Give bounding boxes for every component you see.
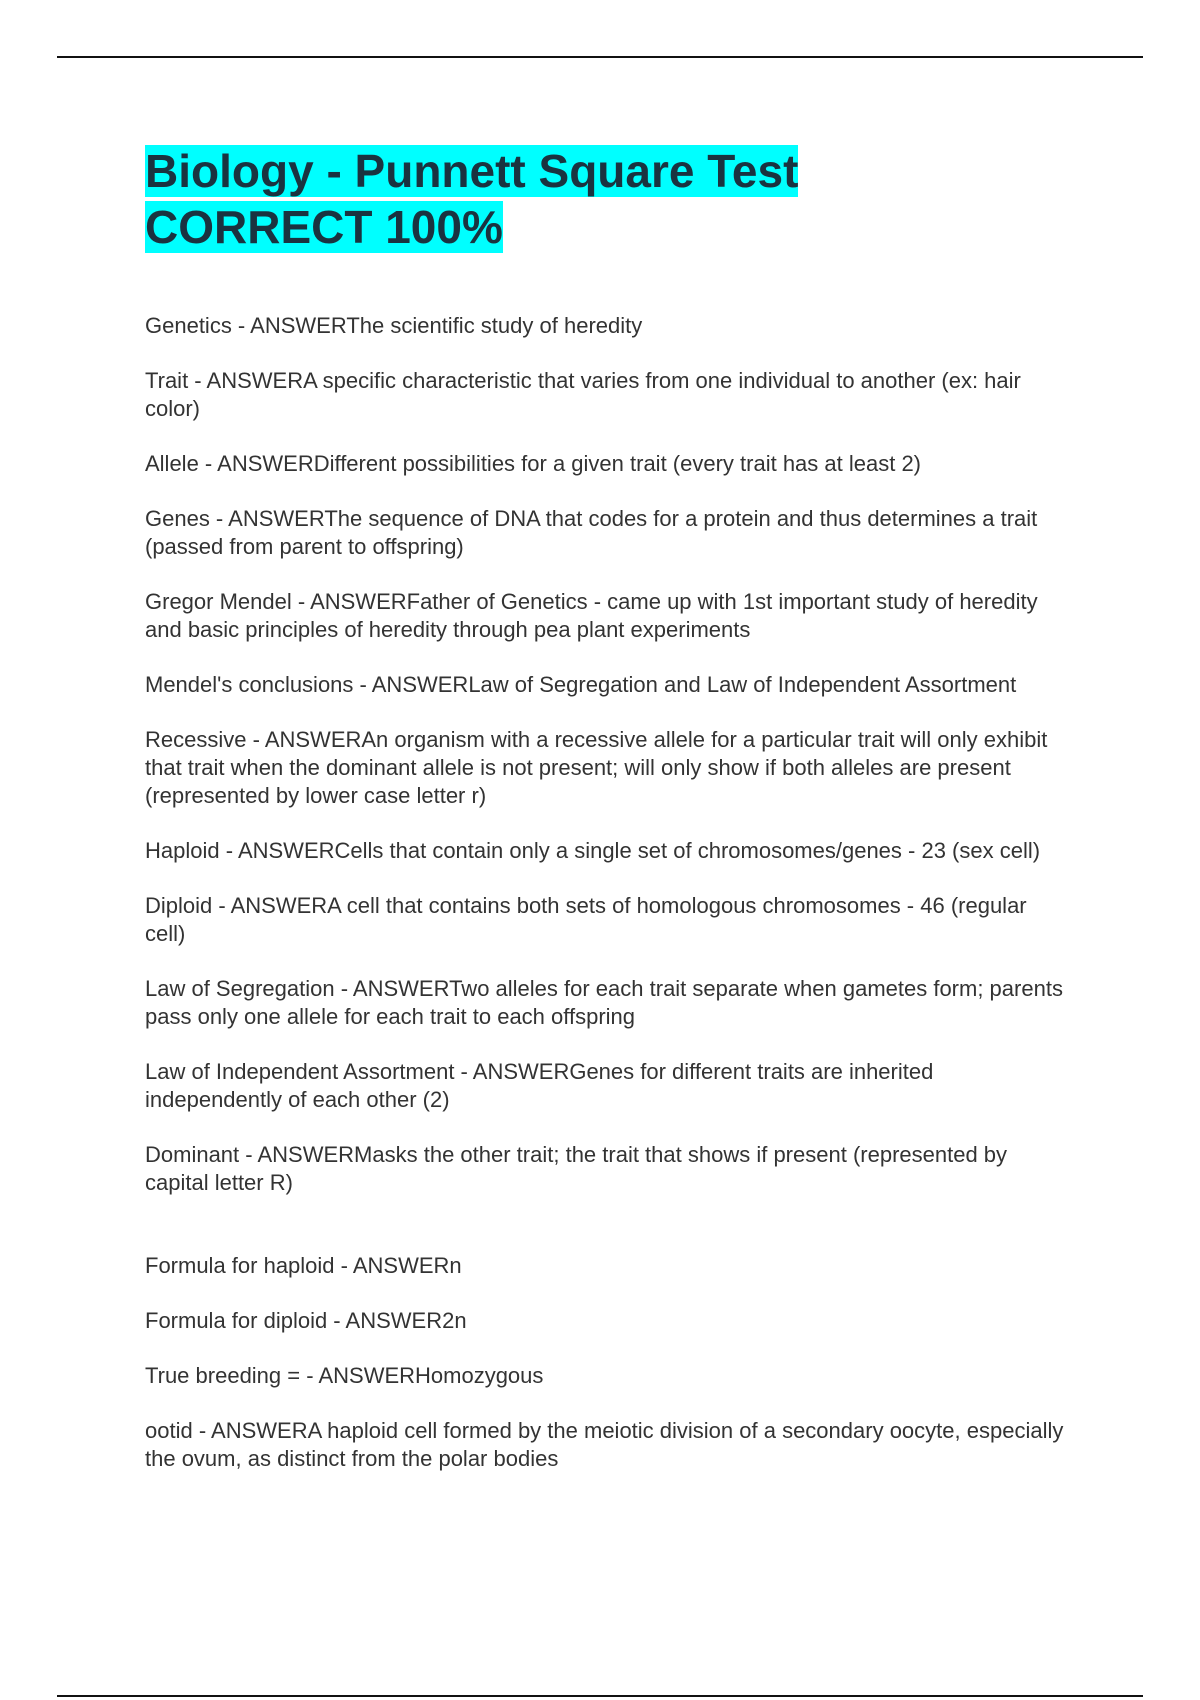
qa-item: Genetics - ANSWERThe scientific study of heredity xyxy=(145,313,643,338)
top-rule xyxy=(57,56,1143,58)
qa-item: Recessive - ANSWERAn organism with a recessive allele for a particular trait will only exhibit that trait when the dominant allele is not present; will only show if both alleles are present (represented by lower case letter r) xyxy=(145,727,1048,808)
qa-item: Law of Independent Assortment - ANSWERGenes for different traits are inherited independently of each other (2) xyxy=(145,1059,934,1112)
title-line-1: Biology - Punnett Square Test xyxy=(145,145,799,197)
qa-item: Gregor Mendel - ANSWERFather of Genetics - came up with 1st important study of heredity and basic principles of heredity through pea plant experiments xyxy=(145,589,1038,642)
qa-item: True breeding = - ANSWERHomozygous xyxy=(145,1363,544,1388)
qa-item: Mendel's conclusions - ANSWERLaw of Segregation and Law of Independent Assortment xyxy=(145,672,1017,697)
qa-item: Allele - ANSWERDifferent possibilities for a given trait (every trait has at least 2) xyxy=(145,451,922,476)
qa-list xyxy=(145,312,1065,1500)
qa-item: Formula for diploid - ANSWER2n xyxy=(145,1308,467,1333)
qa-item: Dominant - ANSWERMasks the other trait; the trait that shows if present (represented by capital letter R) xyxy=(145,1142,1008,1195)
document-title xyxy=(145,143,798,255)
title-line-2: CORRECT 100% xyxy=(145,201,503,253)
qa-item: Trait - ANSWERA specific characteristic that varies from one individual to another (ex: hair color) xyxy=(145,368,1021,421)
qa-item: Diploid - ANSWERA cell that contains both sets of homologous chromosomes - 46 (regular cell) xyxy=(145,893,1027,946)
qa-item: Haploid - ANSWERCells that contain only a single set of chromosomes/genes - 23 (sex cell) xyxy=(145,838,1041,863)
qa-item: ootid - ANSWERA haploid cell formed by the meiotic division of a secondary oocyte, especially the ovum, as distinct from the polar bodies xyxy=(145,1418,1064,1471)
qa-item: Genes - ANSWERThe sequence of DNA that codes for a protein and thus determines a trait (passed from parent to offspring) xyxy=(145,506,1038,559)
bottom-rule xyxy=(57,1695,1143,1697)
qa-item: Law of Segregation - ANSWERTwo alleles for each trait separate when gametes form; parents pass only one allele for each trait to each offspring xyxy=(145,976,1063,1029)
qa-item: Formula for haploid - ANSWERn xyxy=(145,1253,462,1278)
